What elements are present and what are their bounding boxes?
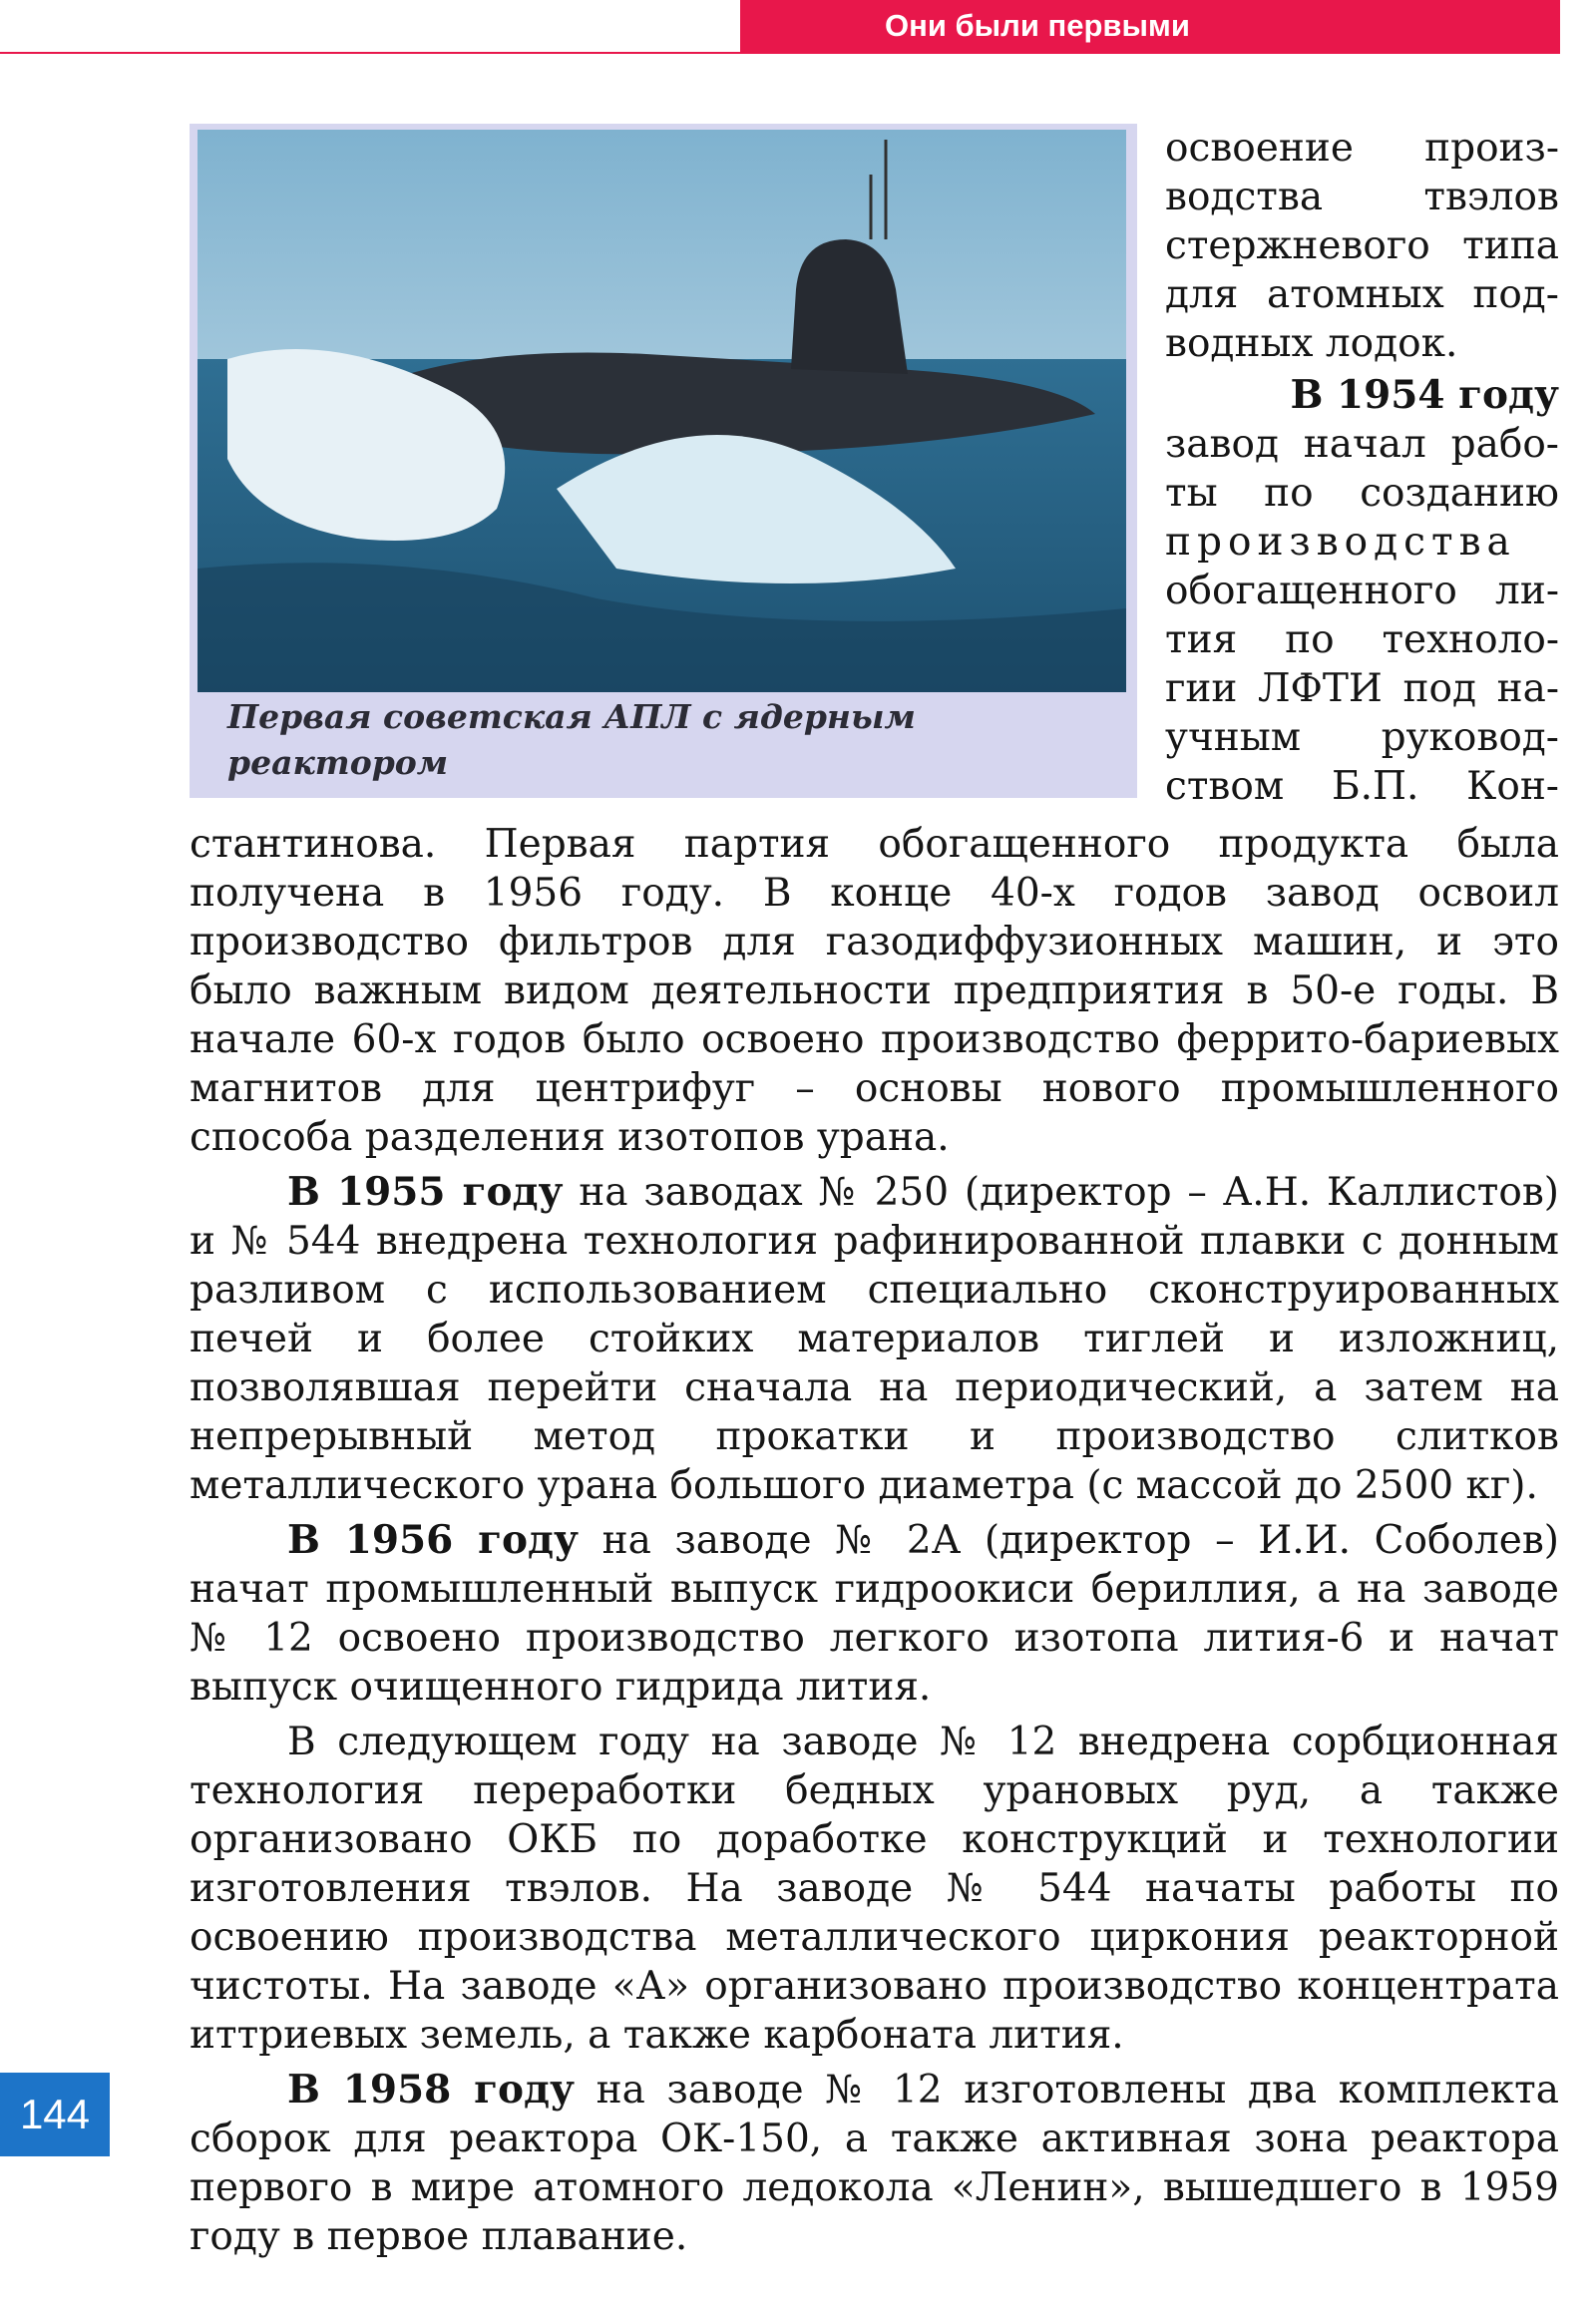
section-header bbox=[740, 0, 1560, 52]
paragraph: В 1958 году на заводе № 12 изготовлены два комплекта сборок для реактора ОК-150, а также активная зона реактора первого в мире атомного ледокола «Ленин», вышедшего в 1959 году в первое плавание. bbox=[190, 2067, 1559, 2259]
submarine-photo bbox=[198, 130, 1126, 692]
figure-caption: Первая советская АПЛ с ядерным реактором bbox=[227, 697, 916, 782]
column-line-year: В 1954 году bbox=[1290, 372, 1559, 418]
column-line: обогащенного ли- bbox=[1165, 569, 1559, 613]
paragraph: В 1956 году на заводе № 2А (директор – И.И. Соболев) начат промышленный выпуск гидроокиси бериллия, а на заводе № 12 освоено производство легкого изотопа лития-6 и начат выпуск очищенного гидрида лития. bbox=[190, 1517, 1559, 1710]
column-line: освоение произ- bbox=[1165, 126, 1559, 171]
column-line: ты по созданию bbox=[1165, 471, 1559, 516]
paragraph: В следующем году на заводе № 12 внедрена сорбционная технология переработки бедных урановых руд, а также организовано ОКБ по доработке конструкций и технологии изготовления твэлов. На заводе № 544 начаты работы по освоению производства металлического циркония реакторной чистоты. На заводе «А» организовано производство концентрата иттриевых земель, а также карбоната лития. bbox=[190, 1720, 1559, 2058]
header-rule bbox=[0, 52, 1560, 54]
column-line: учным руковод- bbox=[1165, 715, 1559, 760]
paragraph: В 1955 году на заводах № 250 (директор – А.Н. Каллистов) и № 544 внедрена технология рафинированной плавки с донным разливом с использованием специально сконструированных печей и более стойких материалов тиглей и изложниц, позволявшая перейти сначала на периодический, а затем на непрерывный метод прокатки и производство слитков металлического урана большого диаметра (с массой до 2500 кг). bbox=[190, 1169, 1559, 1508]
column-line: ством Б.П. Кон- bbox=[1165, 764, 1559, 809]
column-line: завод начал рабо- bbox=[1165, 422, 1559, 467]
figure bbox=[190, 124, 1137, 798]
column-line: производства bbox=[1165, 520, 1516, 565]
paragraph-year: В 1955 году bbox=[287, 1169, 564, 1215]
column-line: гии ЛФТИ под на- bbox=[1165, 666, 1559, 711]
column-line: водных лодок. bbox=[1165, 321, 1458, 366]
column-line: стержневого типа bbox=[1165, 223, 1559, 268]
paragraph-year: В 1956 году bbox=[287, 1517, 579, 1563]
column-line: тия по техноло- bbox=[1165, 617, 1559, 662]
column-line: водства твэлов bbox=[1165, 175, 1559, 219]
page-number: 144 bbox=[0, 2073, 110, 2156]
paragraph-year: В 1958 году bbox=[287, 2067, 575, 2113]
section-title: Они были первыми bbox=[885, 8, 1190, 43]
column-line: для атомных под- bbox=[1165, 272, 1559, 317]
main-text bbox=[190, 820, 1559, 2261]
paragraph: стантинова. Первая партия обогащенного продукта была получена в 1956 году. В конце 40-х годов завод освоил производство фильтров для газодиффузионных машин, и это было важным видом деятельности предприятия в 50-е годы. В начале 60-х годов было освоено производство феррито-бариевых магнитов для центрифуг – основы нового промышленного способа разделения изотопов урана. bbox=[190, 822, 1559, 1160]
